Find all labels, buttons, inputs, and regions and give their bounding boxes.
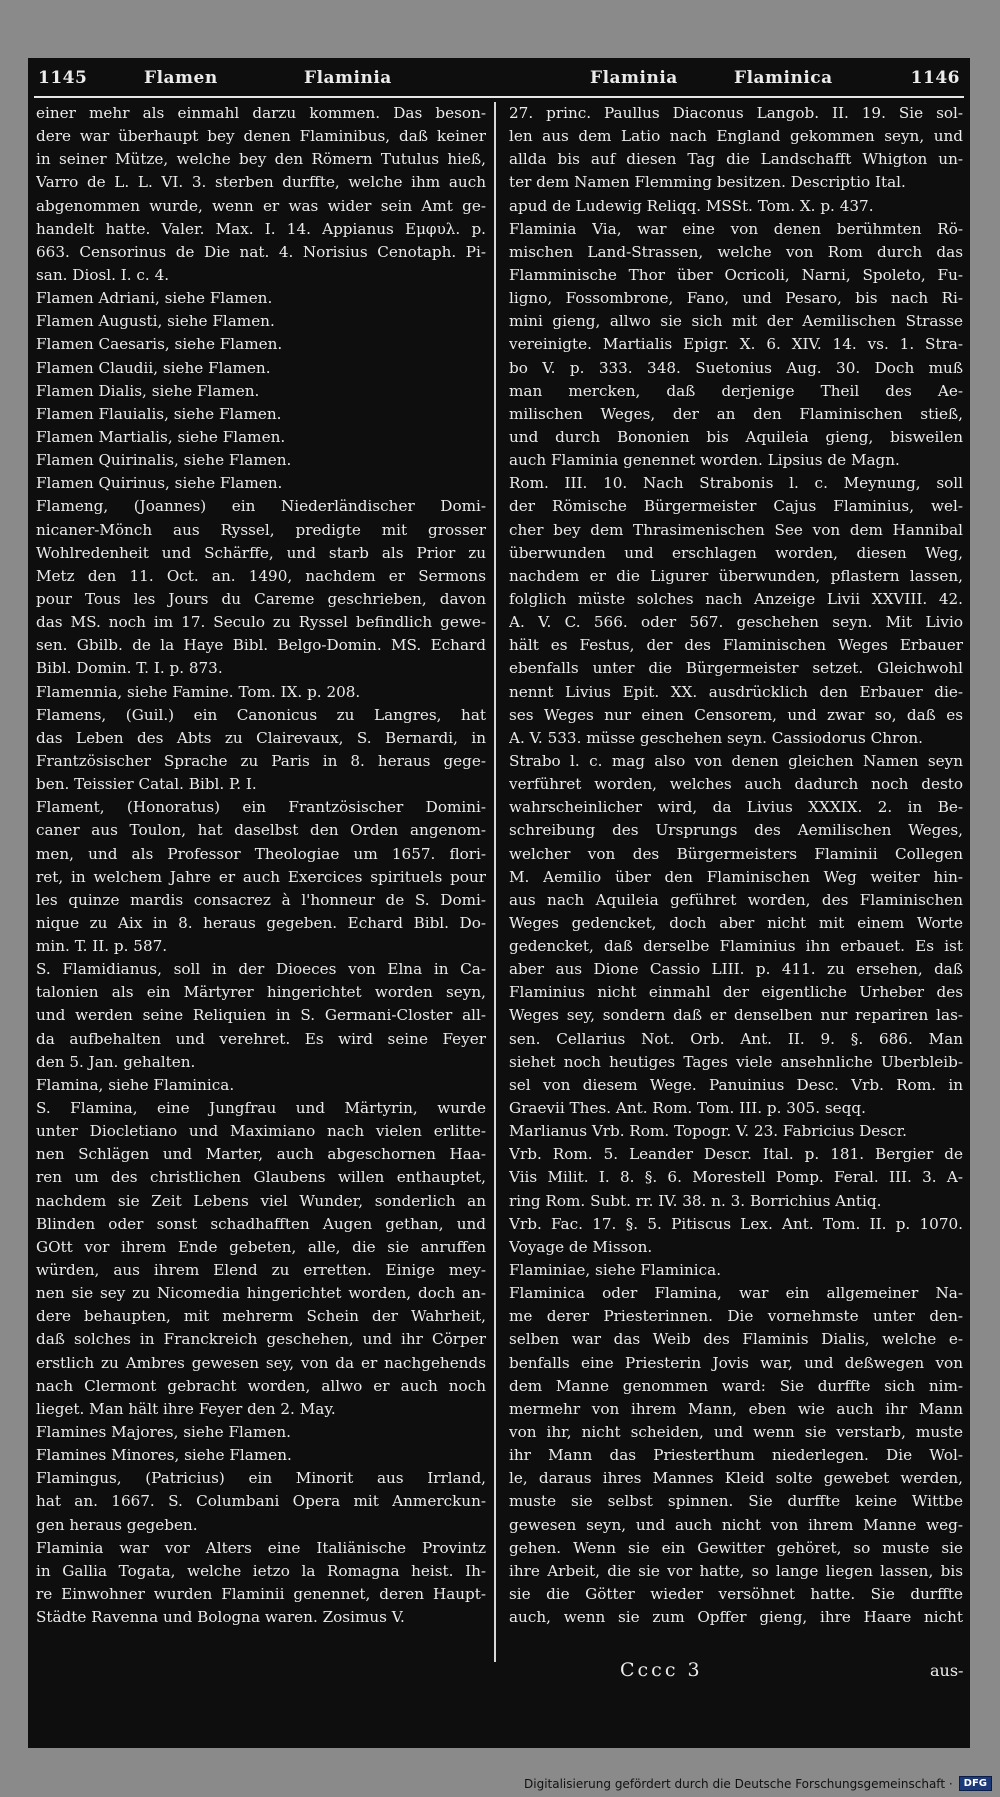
right-column-line: gewesen seyn, und auch nicht von ihrem Manne weg- [509,1515,963,1534]
right-column-line: nennt Livius Epit. XX. ausdrücklich den Erbauer die- [509,682,963,701]
right-column-line: ihr Mann das Priesterthum niederlegen. Die Wol- [509,1446,963,1465]
left-column-line: Flamen Flauialis, siehe Flamen. [36,404,282,423]
column-divider [494,102,496,1662]
left-column-line: ben. Teissier Catal. Bibl. P. I. [36,775,257,794]
right-column-line: Voyage de Misson. [509,1237,653,1256]
right-column-line: le, daraus ihres Mannes Kleid solte gewebet werden, [509,1469,963,1488]
right-column-line: mermehr von ihrem Mann, eben wie auch ihr Mann [509,1399,963,1418]
right-column-line: aber aus Dione Cassio LIII. p. 411. zu ersehen, daß [509,960,963,979]
right-column-line: allda bis auf diesen Tag die Landschafft Whigton un- [509,150,963,169]
left-column-line: GOtt vor ihrem Ende gebeten, alle, die sie anruffen [36,1237,486,1256]
left-column-line: nique zu Aix in 8. heraus gegeben. Echard Bibl. Do- [36,913,486,932]
right-column-line: man mercken, daß derjenige Theil des Ae- [509,381,963,400]
left-column-line: Flamina, siehe Flaminica. [36,1075,235,1094]
right-column-line: Weges sey, sondern daß er denselben nur repariren las- [509,1006,963,1025]
right-column-line: von ihr, nicht scheiden, und wenn sie verstarb, muste [509,1423,963,1442]
left-column-line: lieget. Man hält ihre Feyer den 2. May. [36,1399,336,1418]
left-column-line: erstlich zu Ambres gewesen sey, von da er nachgehends [36,1353,486,1372]
left-column-line: Flamen Martialis, siehe Flamen. [36,427,286,446]
scanned-page [28,58,970,1748]
left-column-line: hat an. 1667. S. Columbani Opera mit Anmerckun- [36,1492,486,1511]
right-column-line: ebenfalls unter die Bürgermeister setzet. Gleichwohl [509,659,963,678]
right-column-line: apud de Ludewig Reliqq. MSSt. Tom. X. p. 437. [509,196,874,215]
left-column-line: handelt hatte. Valer. Max. I. 14. Appianus Εμφυλ. p. [36,219,486,238]
catchword: aus- [930,1661,964,1680]
right-column-line: Viis Milit. I. 8. §. 6. Morestell Pomp. Feral. III. 3. A- [509,1168,963,1187]
right-column-line: Marlianus Vrb. Rom. Topogr. V. 23. Fabricius Descr. [509,1122,907,1141]
left-column-line: nach Clermont gebracht worden, allwo er auch noch [36,1376,486,1395]
right-column-line: benfalls eine Priesterin Jovis war, und deßwegen von [509,1353,963,1372]
left-column-line: in Gallia Togata, welche ietzo la Romagna heist. Ih- [36,1561,486,1580]
left-column-line: Flamen Augusti, siehe Flamen. [36,312,275,331]
right-column-line: aus nach Aquileia geführet worden, des Flaminischen [509,890,963,909]
left-column-line: dere behaupten, mit mehrerm Schein der Wahrheit, [36,1307,486,1326]
left-column-line: Flamen Dialis, siehe Flamen. [36,381,260,400]
right-column-line: Vrb. Rom. 5. Leander Descr. Ital. p. 181. Bergier de [509,1145,963,1164]
right-column-line: Flamminische Thor über Ocricoli, Narni, Spoleto, Fu- [509,265,963,284]
left-column-line: unter Diocletiano und Maximiano nach vielen erlitte- [36,1122,486,1141]
right-column-line: A. V. 533. müsse geschehen seyn. Cassiodorus Chron. [509,728,923,747]
left-column-line: nen sie sey zu Nicomedia hingerichtet worden, doch an- [36,1284,486,1303]
right-column-line: gehen. Wenn sie ein Gewitter gehöret, so muste sie [509,1538,963,1557]
left-column-line: men, und als Professor Theologiae um 1657. flori- [36,844,486,863]
left-column-line: caner aus Toulon, hat daselbst den Orden angenom- [36,821,486,840]
left-column-line: Frantzösischer Sprache zu Paris in 8. heraus gege- [36,751,486,770]
right-column-line: mini gieng, allwo sie sich mit der Aemilischen Strasse [509,312,963,331]
right-column-line: auch, wenn sie zum Opffer gieng, ihre Haare nicht [509,1608,963,1627]
left-column-line: Varro de L. L. VI. 3. sterben durffte, welche ihm auch [36,173,486,192]
right-column-line: sel von diesem Wege. Panuinius Desc. Vrb. Rom. in [509,1075,963,1094]
left-column-line: abgenommen wurde, wenn er was wider sein Amt ge- [36,196,486,215]
right-column-line: Graevii Thes. Ant. Rom. Tom. III. p. 305. seqq. [509,1099,866,1118]
page-number-right: 1146 [910,68,960,88]
right-column-line: A. V. C. 566. oder 567. geschehen seyn. Mit Livio [509,613,963,632]
left-column-line: talonien als ein Märtyrer hingerichtet worden seyn, [36,983,486,1002]
right-column-line: cher bey dem Thrasimenischen See von dem Hannibal [509,520,963,539]
right-column-line: Strabo l. c. mag also von denen gleichen Namen seyn [509,751,963,770]
right-column-line: Vrb. Fac. 17. §. 5. Pitiscus Lex. Ant. Tom. II. p. 1070. [509,1214,963,1233]
right-column-line: sen. Cellarius Not. Orb. Ant. II. 9. §. 686. Man [509,1029,963,1048]
left-column-line: Flamens, (Guil.) ein Canonicus zu Langres, hat [36,705,486,724]
right-column-line: ring Rom. Subt. rr. IV. 38. n. 3. Borrichius Antiq. [509,1191,882,1210]
right-column-line: Flaminius nicht einmahl der eigentliche Urheber des [509,983,963,1002]
left-column-line: nen Schlägen und Marter, auch abgeschornen Haa- [36,1145,486,1164]
right-column-line: welcher von des Bürgermeisters Flaminii Collegen [509,844,963,863]
left-column-line: Metz den 11. Oct. an. 1490, nachdem er Sermons [36,566,486,585]
header-word-1: Flamen [144,68,218,88]
left-column-line: Flamen Caesaris, siehe Flamen. [36,335,283,354]
left-column-line: gen heraus gegeben. [36,1515,198,1534]
left-column-line: S. Flamidianus, soll in der Dioeces von Elna in Ca- [36,960,486,979]
right-column-line: ihre Arbeit, die sie vor hatte, so lange liegen lassen, bis [509,1561,963,1580]
right-column-line: bo V. p. 333. 348. Suetonius Aug. 30. Doch muß [509,358,963,377]
left-column-line: les quinze mardis consacrez à l'honneur de S. Domi- [36,890,486,909]
left-column-line: Städte Ravenna und Bologna waren. Zosimus V. [36,1608,405,1627]
right-column-line: mischen Land-Strassen, welche von Rom durch das [509,242,963,261]
page-number-left: 1145 [38,68,88,88]
left-column-line: einer mehr als einmahl darzu kommen. Das beson- [36,104,486,122]
right-column-line: nachdem er die Ligurer überwunden, pflastern lassen, [509,566,963,585]
left-column-line: würden, aus ihrem Elend zu erretten. Einige mey- [36,1261,486,1280]
left-column-line: Blinden oder sonst schadhafften Augen gethan, und [36,1214,486,1233]
left-column-line: in seiner Mütze, welche bey den Römern Tutulus hieß, [36,150,486,169]
left-column-line: Flamen Quirinus, siehe Flamen. [36,474,283,493]
left-column-line: Flamines Minores, siehe Flamen. [36,1446,292,1465]
left-column-line: Flamingus, (Patricius) ein Minorit aus Irrland, [36,1469,486,1488]
right-column-line: Flaminia Via, war eine von denen berühmten Rö- [509,219,963,238]
left-column [36,102,486,1742]
signature-mark: Cccc 3 [620,1659,703,1681]
left-column-line: Flamines Majores, siehe Flamen. [36,1423,291,1442]
right-column-line: und durch Bononien bis Aquileia gieng, bisweilen [509,427,963,446]
left-column-line: den 5. Jan. gehalten. [36,1052,196,1071]
left-column-line: sen. Gbilb. de la Haye Bibl. Belgo-Domin. MS. Echard [36,636,486,655]
left-column-line: dere war überhaupt bey denen Flaminibus, daß keiner [36,127,486,146]
left-column-line: Flamen Quirinalis, siehe Flamen. [36,451,292,470]
left-column-line: da aufbehalten und verehret. Es wird seine Feyer [36,1029,486,1048]
right-column-line: auch Flaminia genennet worden. Lipsius de Magn. [509,451,900,470]
left-column-line: Bibl. Domin. T. I. p. 873. [36,659,223,678]
right-column-line: Flaminica oder Flamina, war ein allgemeiner Na- [509,1284,963,1303]
left-column-line: ren um des christlichen Glaubens willen enthauptet, [36,1168,486,1187]
right-column-line: milischen Weges, der an den Flaminischen stieß, [509,404,963,423]
left-column-line: und werden seine Reliquien in S. Germani-Closter all- [36,1006,486,1025]
left-column-line: das MS. noch im 17. Seculo zu Ryssel befindlich gewe- [36,613,486,632]
right-column-line: der Römische Bürgermeister Cajus Flaminius, wel- [509,497,963,516]
credit-text: Digitalisierung gefördert durch die Deutsche Forschungsgemeinschaft · [524,1776,953,1791]
right-column-line: Weges gedencket, doch aber nicht mit einem Worte [509,913,963,932]
left-column-line: Flamennia, siehe Famine. Tom. IX. p. 208. [36,682,361,701]
right-column-line: verführet worden, welches auch dadurch noch desto [509,775,963,794]
right-column-line: 27. princ. Paullus Diaconus Langob. II. 19. Sie sol- [509,104,963,122]
left-column-line: Flament, (Honoratus) ein Frantzösischer Domini- [36,798,486,817]
header-word-4: Flaminica [734,68,833,88]
left-column-line: Flaminia war vor Alters eine Italiänische Provintz [36,1538,486,1557]
right-column-line: len aus dem Latio nach England gekommen seyn, und [509,127,963,146]
right-column-line: ter dem Namen Flemming besitzen. Descriptio Ital. [509,173,906,192]
right-column-line: ligno, Fossombrone, Fano, und Pesaro, bis nach Ri- [509,289,963,308]
right-column-line: dem Manne genommen ward: Sie durffte sich nim- [509,1376,963,1395]
right-column-line: M. Aemilio über den Flaminischen Weg weiter hin- [509,867,963,886]
left-column-line: Flamen Claudii, siehe Flamen. [36,358,271,377]
left-column-line: Flamen Adriani, siehe Flamen. [36,289,273,308]
left-column-line: S. Flamina, eine Jungfrau und Märtyrin, wurde [36,1099,486,1118]
left-column-line: das Leben des Abts zu Clairevaux, S. Bernardi, in [36,728,486,747]
right-column-line: siehet noch heutiges Tages viele ansehnliche Uberbleib- [509,1052,963,1071]
right-column-line: selben war das Weib des Flaminis Dialis, welche e- [509,1330,963,1349]
header-word-3: Flaminia [590,68,678,88]
left-column-line: min. T. II. p. 587. [36,937,168,956]
right-column [509,102,963,1742]
header-rule [34,96,964,98]
right-column-line: me derer Priesterinnen. Die vornehmste unter den- [509,1307,963,1326]
left-column-line: ret, in welchem Jahre er auch Exercices spirituels pour [36,867,486,886]
right-column-line: wahrscheinlicher wird, da Livius XXXIX. 2. in Be- [509,798,963,817]
left-column-line: Flameng, (Joannes) ein Niederländischer Domi- [36,497,486,516]
right-column-line: sie die Götter wieder versöhnet hatte. Sie durffte [509,1585,963,1603]
right-column-line: vereinigte. Martialis Epigr. X. 6. XIV. 14. vs. 1. Stra- [509,335,963,354]
right-column-line: hält es Festus, der des Flaminischen Weges Erbauer [509,636,963,655]
header-word-2: Flaminia [304,68,392,88]
right-column-line: gedencket, daß derselbe Flaminius ihn erbauet. Es ist [509,937,963,956]
dfg-logo: DFG [959,1776,992,1791]
right-column-line: überwunden und erschlagen worden, diesen Weg, [509,543,963,562]
digitization-credit [524,1776,992,1791]
right-column-line: muste sie selbst spinnen. Sie durffte keine Wittbe [509,1492,963,1511]
right-column-line: ses Weges nur einen Censorem, und zwar so, daß es [509,705,963,724]
left-column-line: nachdem sie Zeit Lebens viel Wunder, sonderlich an [36,1191,486,1210]
left-column-line: Wohlredenheit und Schärffe, und starb als Prior zu [36,543,486,562]
right-column-line: folglich müste solches nach Anzeige Livii XXVIII. 42. [509,589,963,608]
running-head [34,68,964,94]
right-column-line: Rom. III. 10. Nach Strabonis l. c. Meynung, soll [509,474,963,493]
left-column-line: san. Diosl. I. c. 4. [36,265,170,284]
left-column-line: pour Tous les Jours du Careme geschrieben, davon [36,589,486,608]
left-column-line: re Einwohner wurden Flaminii genennet, deren Haupt- [36,1585,486,1603]
left-column-line: daß solches in Franckreich geschehen, und ihr Cörper [36,1330,486,1349]
right-column-line: schreibung des Ursprungs des Aemilischen Weges, [509,821,963,840]
left-column-line: nicaner-Mönch aus Ryssel, predigte mit grosser [36,520,486,539]
left-column-line: 663. Censorinus de Die nat. 4. Norisius Cenotaph. Pi- [36,242,486,261]
right-column-line: Flaminiae, siehe Flaminica. [509,1261,722,1280]
